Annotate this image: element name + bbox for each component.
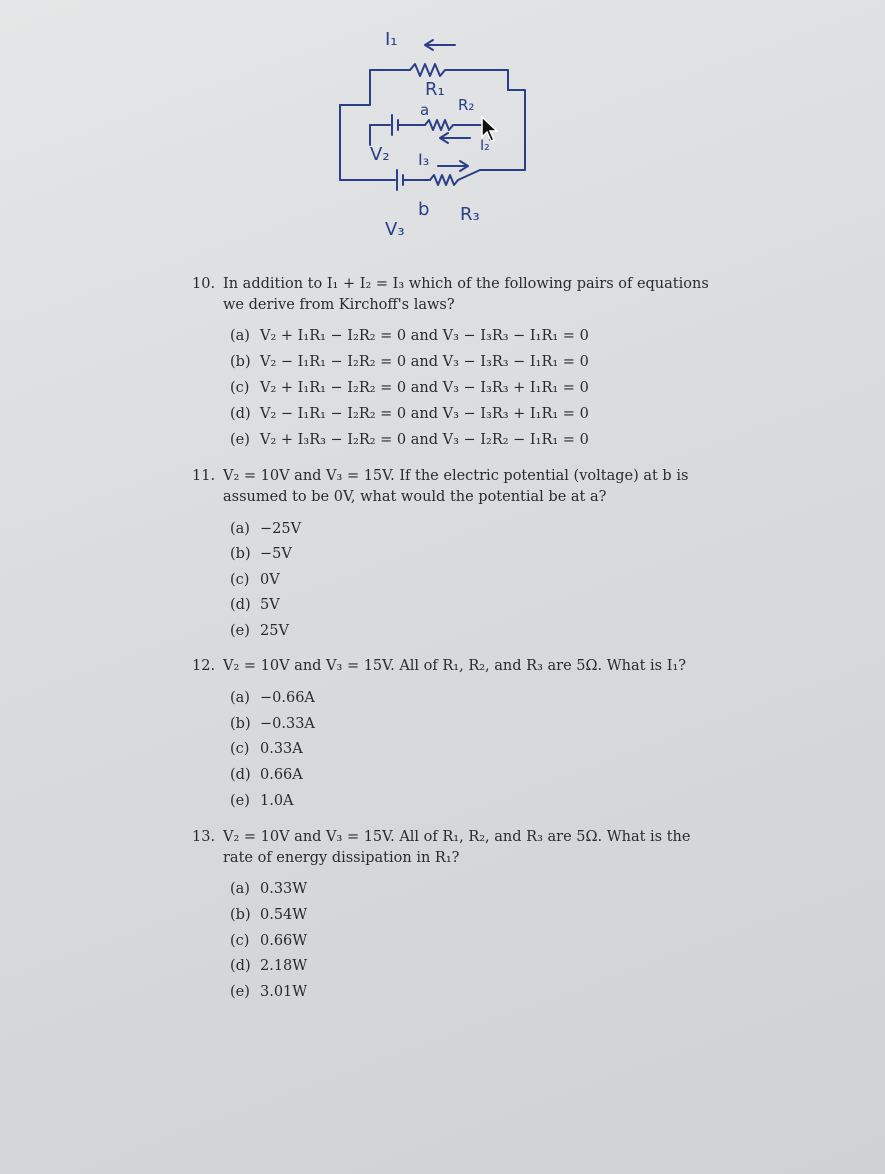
battery-v3 bbox=[390, 170, 430, 190]
option-12d: (d) 0.66A bbox=[230, 767, 303, 783]
option-11a: (a) −25V bbox=[230, 521, 302, 537]
question-number: 13. bbox=[192, 829, 216, 845]
option-13e: (e) 3.01W bbox=[230, 984, 308, 1000]
label-r1: R₁ bbox=[425, 79, 445, 100]
question-text-line2: assumed to be 0V, what would the potential be at a? bbox=[223, 489, 607, 505]
label-r3: R₃ bbox=[460, 204, 480, 225]
option-10d: (d) V₂ − I₁R₁ − I₂R₂ = 0 and V₃ − I₃R₃ + I₁R₁ = 0 bbox=[230, 406, 589, 422]
option-13d: (d) 2.18W bbox=[230, 958, 308, 974]
arrow-i2 bbox=[440, 133, 470, 143]
label-r2: R₂ bbox=[458, 96, 475, 114]
label-b: b bbox=[418, 199, 430, 220]
wire-top bbox=[370, 70, 410, 75]
label-v2: V₂ bbox=[370, 144, 390, 165]
option-10e: (e) V₂ + I₃R₃ − I₂R₂ = 0 and V₃ − I₂R₂ − I₁R₁ = 0 bbox=[230, 432, 589, 448]
label-i3: I₃ bbox=[418, 150, 430, 169]
resistor-r3 bbox=[430, 170, 480, 185]
option-11d: (d) 5V bbox=[230, 597, 280, 613]
label-a: a bbox=[420, 101, 430, 119]
option-13c: (c) 0.66W bbox=[230, 933, 308, 949]
question-text-line1: V₂ = 10V and V₃ = 15V. All of R₁, R₂, and R₃ are 5Ω. What is the bbox=[223, 829, 691, 845]
label-i2: I₂ bbox=[480, 138, 490, 154]
circuit-sketch bbox=[330, 20, 550, 250]
option-10b: (b) V₂ − I₁R₁ − I₂R₂ = 0 and V₃ − I₃R₃ − I₁R₁ = 0 bbox=[230, 354, 589, 370]
arrow-i1 bbox=[425, 40, 455, 50]
battery-v2 bbox=[370, 115, 425, 135]
option-11c: (c) 0V bbox=[230, 572, 280, 588]
option-11b: (b) −5V bbox=[230, 546, 292, 562]
question-text-line1: V₂ = 10V and V₃ = 15V. All of R₁, R₂, and R₃ are 5Ω. What is I₁? bbox=[223, 658, 687, 674]
question-number: 10. bbox=[192, 276, 216, 292]
question-number: 11. bbox=[192, 468, 216, 484]
question-text-line1: In addition to I₁ + I₂ = I₃ which of the following pairs of equations bbox=[223, 276, 709, 292]
option-13a: (a) 0.33W bbox=[230, 881, 308, 897]
option-12c: (c) 0.33A bbox=[230, 741, 303, 757]
wire-left bbox=[340, 105, 390, 180]
label-i1: I₁ bbox=[385, 29, 398, 50]
label-v3: V₃ bbox=[385, 219, 405, 240]
option-13b: (b) 0.54W bbox=[230, 907, 308, 923]
question-text-line2: rate of energy dissipation in R₁? bbox=[223, 850, 460, 866]
question-13 bbox=[192, 827, 690, 869]
option-10c: (c) V₂ + I₁R₁ − I₂R₂ = 0 and V₃ − I₃R₃ + I₁R₁ = 0 bbox=[230, 380, 589, 396]
question-number: 12. bbox=[192, 658, 216, 674]
arrow-i3 bbox=[438, 161, 468, 171]
option-12e: (e) 1.0A bbox=[230, 793, 294, 809]
question-11 bbox=[192, 466, 688, 508]
mouse-cursor-icon bbox=[480, 115, 502, 143]
option-10a: (a) V₂ + I₁R₁ − I₂R₂ = 0 and V₃ − I₃R₃ − I₁R₁ = 0 bbox=[230, 328, 589, 344]
resistor-r2 bbox=[425, 120, 480, 130]
option-12b: (b) −0.33A bbox=[230, 716, 315, 732]
option-11e: (e) 25V bbox=[230, 623, 289, 639]
question-text-line2: we derive from Kirchoff's laws? bbox=[223, 297, 455, 313]
question-10 bbox=[192, 274, 709, 316]
option-12a: (a) −0.66A bbox=[230, 690, 315, 706]
question-12 bbox=[192, 656, 686, 677]
question-text-line1: V₂ = 10V and V₃ = 15V. If the electric potential (voltage) at b is bbox=[223, 468, 689, 484]
